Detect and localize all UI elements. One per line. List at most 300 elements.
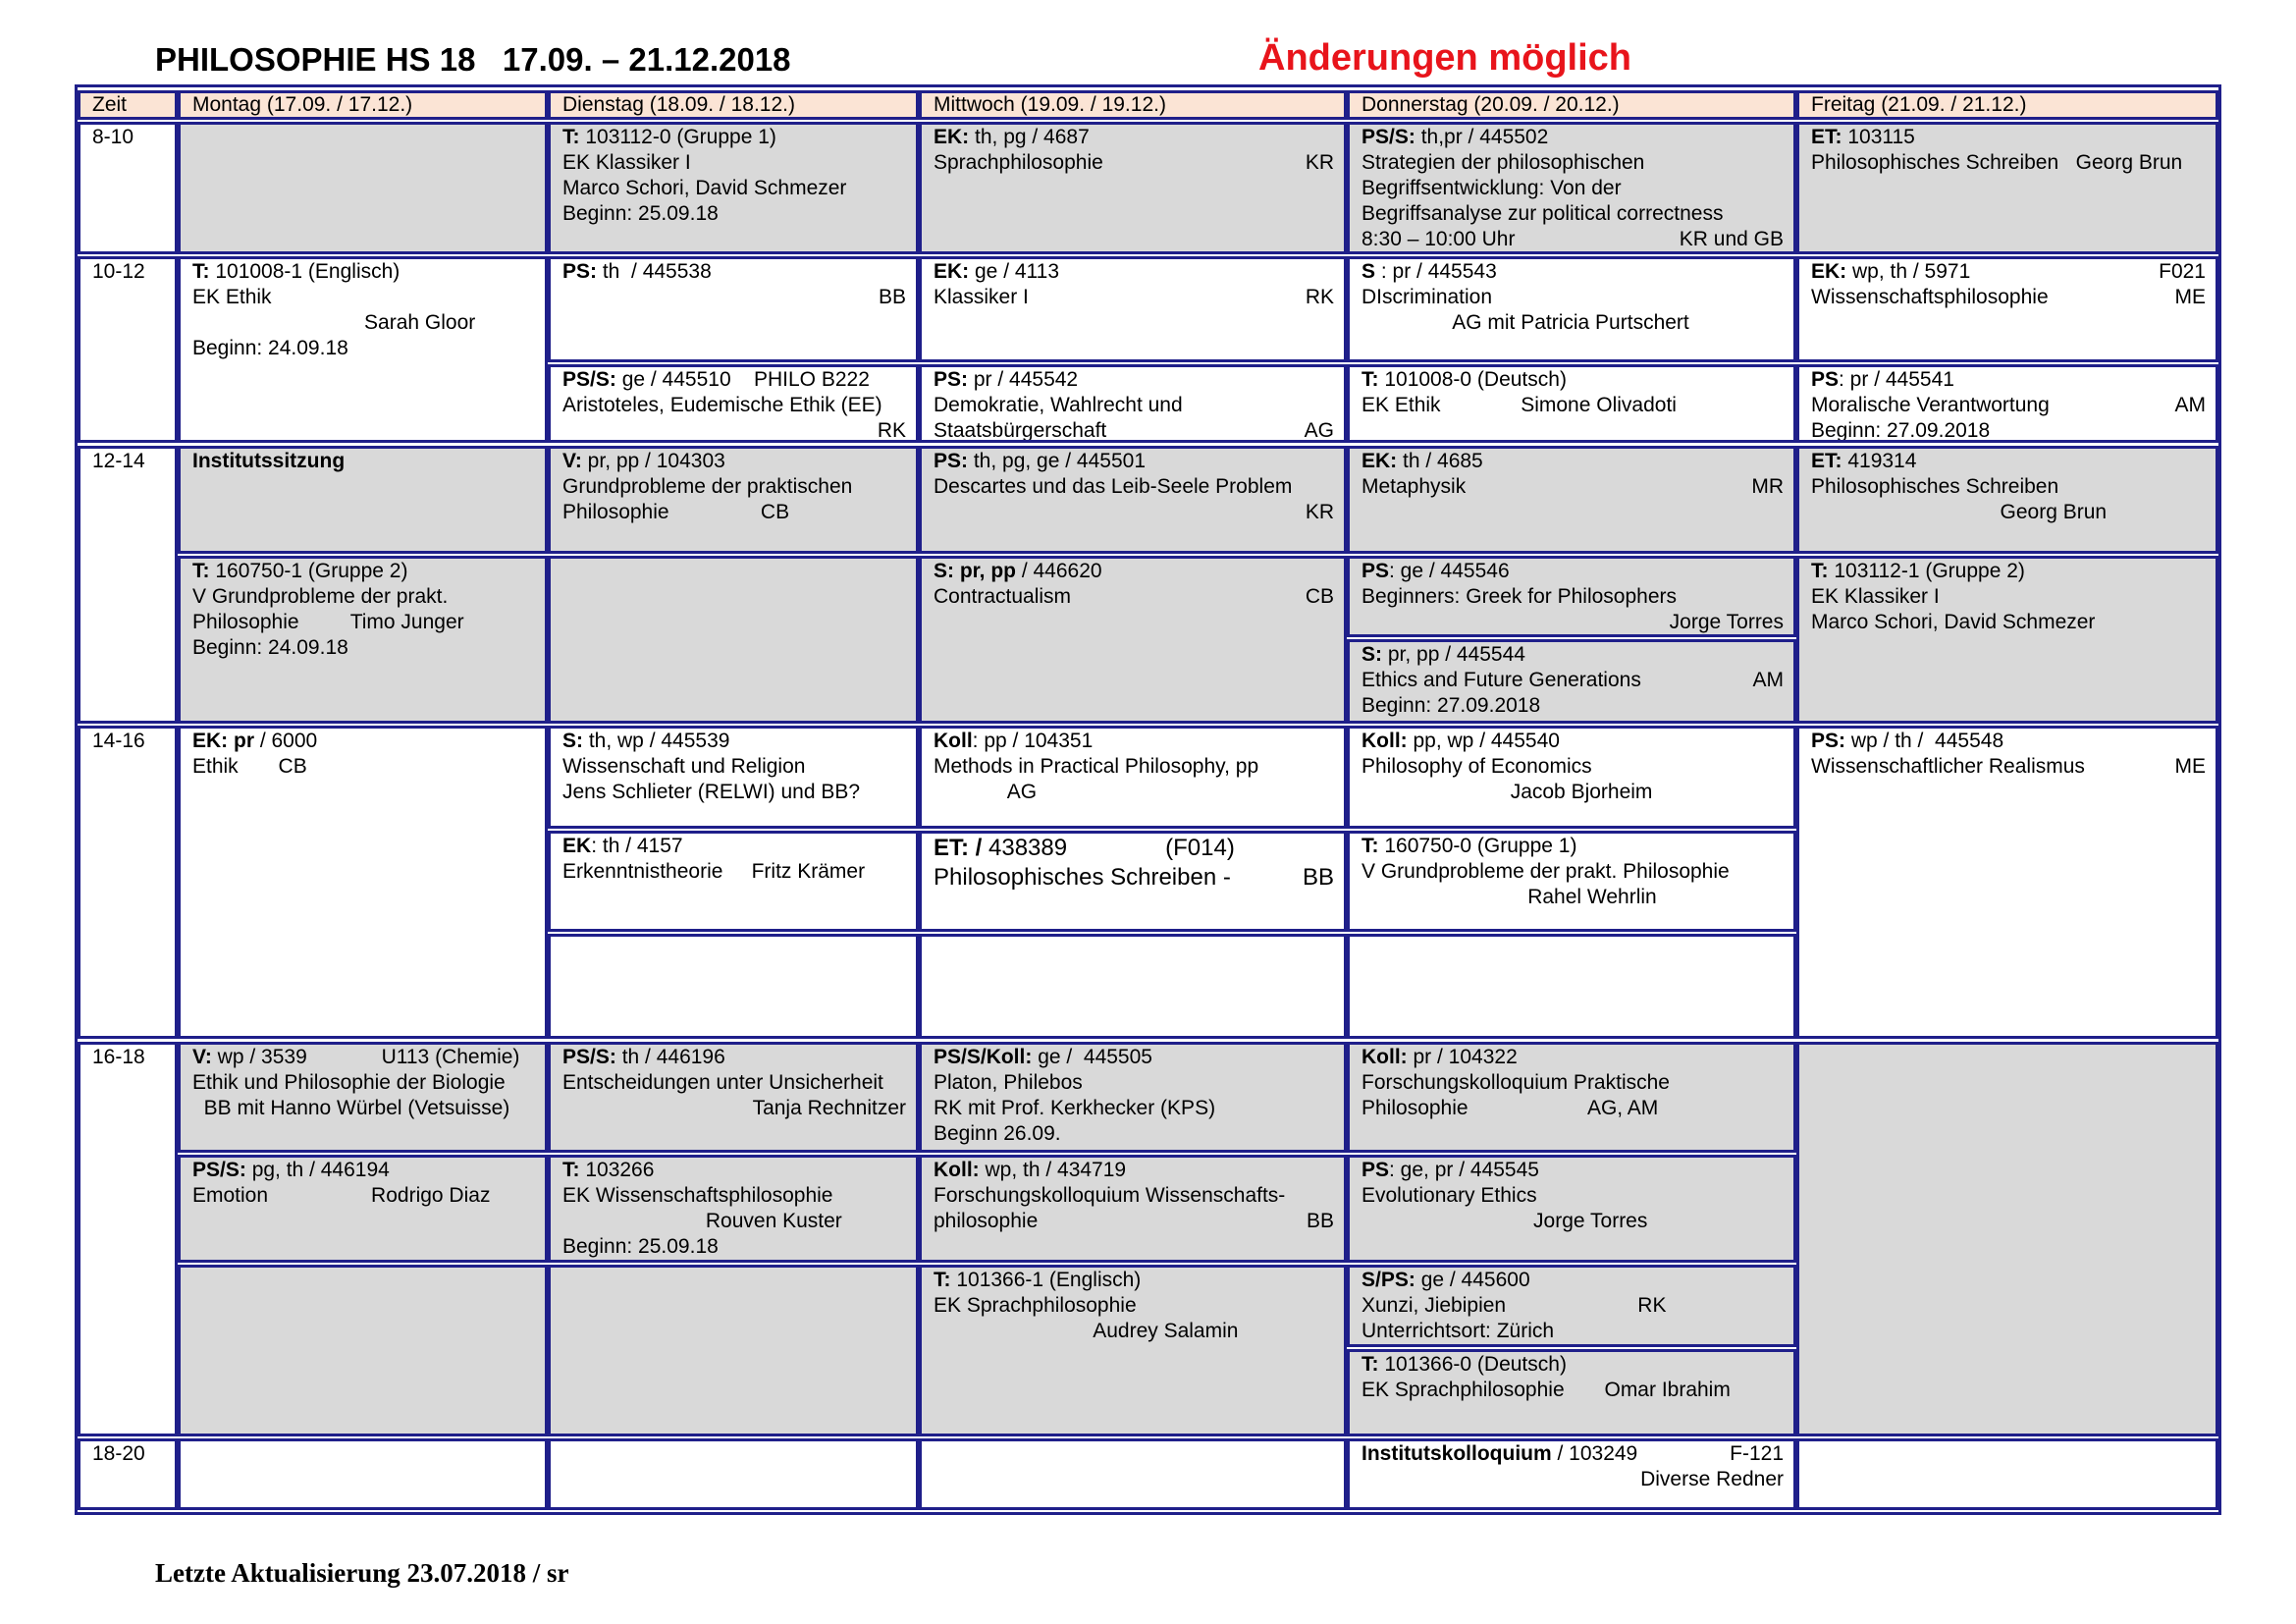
course-lecturer: Diverse Redner bbox=[1640, 1468, 1784, 1490]
course-text: Beginn: 27.09.2018 bbox=[1811, 419, 1991, 442]
course-line bbox=[934, 474, 1334, 500]
time-slot bbox=[78, 1438, 178, 1510]
course-line bbox=[1362, 1467, 1784, 1492]
course-line bbox=[934, 1183, 1334, 1209]
course-line bbox=[562, 780, 906, 805]
course-line bbox=[934, 500, 1334, 525]
course-text: Rouven Kuster bbox=[562, 1210, 842, 1232]
course-text: Platon, Philebos bbox=[934, 1071, 1083, 1094]
course-line bbox=[934, 584, 1334, 610]
course-text: EK Ethik bbox=[192, 286, 272, 308]
course-text: DIscrimination bbox=[1362, 286, 1493, 308]
course-line bbox=[934, 559, 1334, 584]
course-text: Beginn: 25.09.18 bbox=[562, 1235, 719, 1258]
course-cell-do4c bbox=[1347, 934, 1796, 1039]
course-line bbox=[1362, 285, 1784, 310]
course-text: 8:30 – 10:00 Uhr bbox=[1362, 228, 1516, 250]
course-text: ge / 445600 bbox=[1415, 1269, 1530, 1291]
course-line bbox=[192, 449, 535, 474]
course-line bbox=[1362, 610, 1784, 635]
course-type: PS/S: bbox=[562, 368, 616, 391]
course-line bbox=[562, 834, 906, 859]
course-line bbox=[1362, 393, 1784, 418]
course-type: ET: bbox=[1811, 450, 1842, 472]
course-line bbox=[934, 1070, 1334, 1096]
course-line bbox=[192, 1045, 535, 1070]
header-label: Zeit bbox=[92, 93, 128, 116]
course-line bbox=[562, 1045, 906, 1070]
header-label: Montag (17.09. / 17.12.) bbox=[192, 93, 413, 116]
header-label: Donnerstag (20.09. / 20.12.) bbox=[1362, 93, 1620, 116]
course-line bbox=[934, 125, 1334, 150]
course-cell-do1 bbox=[1347, 122, 1796, 254]
course-text: Rahel Wehrlin bbox=[1362, 886, 1657, 908]
course-line bbox=[562, 859, 906, 885]
course-line bbox=[1362, 1319, 1784, 1344]
course-line bbox=[562, 500, 906, 525]
course-lecturer: BB bbox=[878, 286, 906, 308]
course-line bbox=[562, 176, 906, 201]
course-text: Philosophie CB bbox=[562, 501, 790, 523]
course-type: T: bbox=[1811, 560, 1829, 582]
course-text: pr / 445542 bbox=[968, 368, 1079, 391]
course-text: wp, th / 434719 bbox=[979, 1159, 1127, 1181]
course-cell-mi3b bbox=[919, 556, 1347, 724]
course-line bbox=[192, 310, 535, 336]
course-cell-fr3a bbox=[1796, 446, 2218, 554]
course-cell-di2b bbox=[548, 364, 919, 443]
last-updated: Letzte Aktualisierung 23.07.2018 / sr bbox=[155, 1558, 569, 1588]
course-cell-di4b bbox=[548, 831, 919, 932]
course-cell-do4b bbox=[1347, 831, 1796, 932]
course-line bbox=[1362, 885, 1784, 910]
course-text: Audrey Salamin bbox=[934, 1320, 1239, 1342]
course-lecturer: Tanja Rechnitzer bbox=[752, 1097, 906, 1119]
course-lecturer: CB bbox=[1305, 585, 1334, 608]
header-label: Dienstag (18.09. / 18.12.) bbox=[562, 93, 795, 116]
header-day-mi bbox=[919, 90, 1347, 120]
course-text: 438389 (F014) bbox=[982, 835, 1235, 861]
course-text: Philosophisches Schreiben - bbox=[934, 864, 1231, 891]
course-cell-do6 bbox=[1347, 1438, 1796, 1510]
course-type: PS bbox=[1811, 368, 1840, 391]
course-text: EK Klassiker I bbox=[1811, 585, 1940, 608]
course-text: Marco Schori, David Schmezer bbox=[562, 177, 847, 199]
time-slot bbox=[78, 256, 178, 443]
course-cell-fr1 bbox=[1796, 122, 2218, 254]
course-line bbox=[1362, 1441, 1784, 1467]
course-line bbox=[1811, 418, 2206, 443]
course-type: S: pr, pp bbox=[934, 560, 1016, 582]
course-cell-do5d bbox=[1347, 1349, 1796, 1436]
course-cell-di4c bbox=[548, 934, 919, 1039]
course-text: : pp / 104351 bbox=[972, 730, 1094, 752]
header-day-fr bbox=[1796, 90, 2218, 120]
course-cell-do5c bbox=[1347, 1265, 1796, 1347]
course-text: ge / 445505 bbox=[1032, 1046, 1152, 1068]
course-text: : pr / 445543 bbox=[1375, 260, 1497, 283]
course-cell-mi4b bbox=[919, 831, 1347, 932]
course-cell-fr2a bbox=[1796, 256, 2218, 362]
course-text: wp, th / 5971 bbox=[1846, 260, 1971, 283]
course-cell-fr4 bbox=[1796, 726, 2218, 1039]
course-line bbox=[1362, 310, 1784, 336]
course-cell-do3a bbox=[1347, 446, 1796, 554]
course-lecturer: KR bbox=[1305, 501, 1334, 523]
course-text: Marco Schori, David Schmezer bbox=[1811, 611, 2096, 633]
course-text: Beginn: 24.09.18 bbox=[192, 337, 348, 359]
course-lecturer: Jorge Torres bbox=[1669, 611, 1784, 633]
course-text: : th / 4157 bbox=[591, 835, 683, 857]
course-line bbox=[1362, 559, 1784, 584]
course-text: Evolutionary Ethics bbox=[1362, 1184, 1537, 1207]
course-cell-mo5a bbox=[178, 1042, 548, 1153]
course-text: AG bbox=[934, 781, 1038, 803]
course-lecturer: ME bbox=[2174, 286, 2206, 308]
course-text: Forschungskolloquium Praktische bbox=[1362, 1071, 1670, 1094]
course-text: th / 4685 bbox=[1397, 450, 1483, 472]
course-lecturer: BB bbox=[1306, 1210, 1334, 1232]
course-line bbox=[1362, 150, 1784, 176]
course-text: Begriffsanalyse zur political correctness bbox=[1362, 202, 1724, 225]
course-cell-fr6 bbox=[1796, 1438, 2218, 1510]
course-cell-mi3a bbox=[919, 446, 1347, 554]
course-cell-mi5c bbox=[919, 1265, 1347, 1436]
course-text: / 446620 bbox=[1016, 560, 1102, 582]
course-type: PS: bbox=[934, 368, 969, 391]
course-cell-mi1 bbox=[919, 122, 1347, 254]
course-cell-di1 bbox=[548, 122, 919, 254]
course-text: Wissenschaftlicher Realismus bbox=[1811, 755, 2085, 778]
course-cell-mo2 bbox=[178, 256, 548, 443]
course-cell-do2a bbox=[1347, 256, 1796, 362]
course-line bbox=[1362, 1209, 1784, 1234]
course-text: Strategien der philosophischen bbox=[1362, 151, 1645, 174]
course-text: Georg Brun bbox=[1811, 501, 2108, 523]
course-type: Koll bbox=[934, 730, 973, 752]
course-line bbox=[1811, 449, 2206, 474]
course-line bbox=[1811, 474, 2206, 500]
course-cell-fr5 bbox=[1796, 1042, 2218, 1436]
course-line bbox=[1362, 1268, 1784, 1293]
course-type: V: bbox=[192, 1046, 212, 1068]
course-cell-di5b bbox=[548, 1155, 919, 1263]
course-text: Entscheidungen unter Unsicherheit bbox=[562, 1071, 883, 1094]
course-lecturer: KR bbox=[1305, 151, 1334, 174]
course-line bbox=[1811, 584, 2206, 610]
course-line bbox=[562, 1070, 906, 1096]
course-line bbox=[562, 1209, 906, 1234]
course-type: PS: bbox=[1811, 730, 1846, 752]
course-line bbox=[562, 754, 906, 780]
course-line bbox=[934, 418, 1334, 443]
course-text: Jens Schlieter (RELWI) und BB? bbox=[562, 781, 861, 803]
course-text: philosophie bbox=[934, 1210, 1039, 1232]
course-text: Philosophisches Schreiben bbox=[1811, 475, 2059, 498]
course-line bbox=[562, 474, 906, 500]
course-line bbox=[934, 1293, 1334, 1319]
course-text: Forschungskolloquium Wissenschafts- bbox=[934, 1184, 1286, 1207]
course-type: EK: bbox=[934, 260, 970, 283]
time-slot bbox=[78, 122, 178, 254]
course-cell-di3b bbox=[548, 556, 919, 724]
course-cell-mo1 bbox=[178, 122, 548, 254]
course-line bbox=[934, 1268, 1334, 1293]
course-lecturer: AG bbox=[1304, 419, 1334, 442]
course-text: EK Sprachphilosophie Omar Ibrahim bbox=[1362, 1379, 1731, 1401]
course-line bbox=[1362, 1045, 1784, 1070]
course-line bbox=[934, 1319, 1334, 1344]
course-line bbox=[192, 285, 535, 310]
course-text: wp / 3539 U113 (Chemie) bbox=[211, 1046, 520, 1068]
course-text: wp / th / 445548 bbox=[1845, 730, 2004, 752]
course-text: 101366-0 (Deutsch) bbox=[1378, 1353, 1567, 1376]
course-text: Sprachphilosophie bbox=[934, 151, 1103, 174]
course-text: th,pr / 445502 bbox=[1415, 126, 1549, 148]
course-text: Ethik CB bbox=[192, 755, 307, 778]
changes-notice: Änderungen möglich bbox=[1258, 37, 1631, 79]
course-text: Erkenntnistheorie Fritz Krämer bbox=[562, 860, 866, 883]
course-line bbox=[1362, 780, 1784, 805]
course-text: 101008-1 (Englisch) bbox=[209, 260, 400, 283]
course-type: PS/S/Koll: bbox=[934, 1046, 1033, 1068]
course-text: 160750-1 (Gruppe 2) bbox=[209, 560, 408, 582]
course-lecturer: F021 bbox=[2159, 260, 2206, 283]
course-type: S: bbox=[562, 730, 583, 752]
course-type: T: bbox=[1362, 835, 1379, 857]
course-line bbox=[192, 584, 535, 610]
course-text: Klassiker I bbox=[934, 286, 1029, 308]
course-type: EK: bbox=[1362, 450, 1398, 472]
course-text: Philosophie AG, AM bbox=[1362, 1097, 1659, 1119]
course-line bbox=[1362, 474, 1784, 500]
course-text: Beginn: 27.09.2018 bbox=[1362, 694, 1541, 717]
course-text: Ethik und Philosophie der Biologie bbox=[192, 1071, 506, 1094]
course-text: Wissenschaftsphilosophie bbox=[1811, 286, 2049, 308]
course-type: ET: bbox=[1811, 126, 1842, 148]
course-line bbox=[1362, 584, 1784, 610]
course-cell-do5b bbox=[1347, 1155, 1796, 1263]
course-text: EK Sprachphilosophie bbox=[934, 1294, 1137, 1317]
course-line bbox=[1811, 754, 2206, 780]
course-type: T: bbox=[1362, 1353, 1379, 1376]
time-label: 14-16 bbox=[92, 730, 145, 752]
course-line bbox=[1362, 1070, 1784, 1096]
course-type: PS/S: bbox=[562, 1046, 616, 1068]
course-line bbox=[562, 449, 906, 474]
course-text: Beginn: 24.09.18 bbox=[192, 636, 348, 659]
course-text: Philosophie Timo Junger bbox=[192, 611, 464, 633]
page-title: PHILOSOPHIE HS 18 17.09. – 21.12.2018 bbox=[155, 41, 791, 78]
course-line bbox=[562, 418, 906, 443]
course-line bbox=[934, 1158, 1334, 1183]
course-text: V Grundprobleme der prakt. bbox=[192, 585, 449, 608]
course-text: Staatsbürgerschaft bbox=[934, 419, 1107, 442]
course-type: Koll: bbox=[934, 1159, 980, 1181]
course-cell-di5c bbox=[548, 1265, 919, 1436]
course-text: Unterrichtsort: Zürich bbox=[1362, 1320, 1555, 1342]
course-line bbox=[934, 1209, 1334, 1234]
course-type: T: bbox=[562, 126, 580, 148]
course-text: pg, th / 446194 bbox=[245, 1159, 390, 1181]
course-line bbox=[1362, 176, 1784, 201]
course-lecturer: RK bbox=[877, 419, 906, 442]
course-text: th, pg, ge / 445501 bbox=[968, 450, 1146, 472]
course-type: S: bbox=[1362, 643, 1382, 666]
course-line bbox=[1362, 1293, 1784, 1319]
course-text: ge / 4113 bbox=[969, 260, 1060, 283]
course-text: RK mit Prof. Kerkhecker (KPS) bbox=[934, 1097, 1216, 1119]
course-text: pr, pp / 445544 bbox=[1382, 643, 1525, 666]
course-line bbox=[192, 610, 535, 635]
course-type: Koll: bbox=[1362, 1046, 1408, 1068]
course-type: EK: bbox=[934, 126, 970, 148]
time-label: 12-14 bbox=[92, 450, 145, 472]
course-text: Beginn 26.09. bbox=[934, 1122, 1061, 1145]
course-line bbox=[1362, 1352, 1784, 1378]
course-line bbox=[1811, 610, 2206, 635]
course-line bbox=[1811, 150, 2206, 176]
course-line bbox=[192, 259, 535, 285]
course-type: T: bbox=[192, 560, 210, 582]
course-line bbox=[934, 780, 1334, 805]
course-cell-fr2b bbox=[1796, 364, 2218, 443]
course-line bbox=[1362, 754, 1784, 780]
course-line bbox=[562, 1158, 906, 1183]
course-cell-di6 bbox=[548, 1438, 919, 1510]
course-line bbox=[192, 1096, 535, 1121]
course-type: Institutskolloquium bbox=[1362, 1442, 1552, 1465]
course-type: S bbox=[1362, 260, 1376, 283]
course-line bbox=[934, 393, 1334, 418]
course-text: Beginners: Greek for Philosophers bbox=[1362, 585, 1677, 608]
course-text: V Grundprobleme der prakt. Philosophie bbox=[1362, 860, 1730, 883]
course-line bbox=[1362, 125, 1784, 150]
course-line bbox=[1811, 125, 2206, 150]
course-text: Moralische Verantwortung bbox=[1811, 394, 2050, 416]
course-cell-mo4 bbox=[178, 726, 548, 1039]
course-line bbox=[1811, 285, 2206, 310]
time-label: 18-20 bbox=[92, 1442, 145, 1465]
course-cell-mi6 bbox=[919, 1438, 1347, 1510]
course-cell-mi2a bbox=[919, 256, 1347, 362]
course-line bbox=[192, 754, 535, 780]
course-cell-do5a bbox=[1347, 1042, 1796, 1153]
header-day-do bbox=[1347, 90, 1796, 120]
course-line bbox=[934, 449, 1334, 474]
course-lecturer: RK bbox=[1305, 286, 1334, 308]
course-text: BB mit Hanno Würbel (Vetsuisse) bbox=[192, 1097, 510, 1119]
course-text: Jorge Torres bbox=[1362, 1210, 1648, 1232]
header-day-di bbox=[548, 90, 919, 120]
course-text: Grundprobleme der praktischen bbox=[562, 475, 853, 498]
course-cell-mi4a bbox=[919, 726, 1347, 829]
course-type: T: bbox=[1362, 368, 1379, 391]
course-line bbox=[562, 1096, 906, 1121]
course-text: : ge, pr / 445545 bbox=[1389, 1159, 1539, 1181]
course-line bbox=[934, 259, 1334, 285]
course-line bbox=[562, 201, 906, 227]
course-line bbox=[934, 834, 1334, 863]
course-cell-mo6 bbox=[178, 1438, 548, 1510]
course-line bbox=[934, 754, 1334, 780]
course-line bbox=[1362, 693, 1784, 719]
course-line bbox=[934, 150, 1334, 176]
course-text: Demokratie, Wahlrecht und bbox=[934, 394, 1183, 416]
course-line bbox=[1362, 201, 1784, 227]
course-type: T: bbox=[192, 260, 210, 283]
course-cell-di5a bbox=[548, 1042, 919, 1153]
course-type: PS: bbox=[934, 450, 969, 472]
course-text: Methods in Practical Philosophy, pp bbox=[934, 755, 1259, 778]
course-cell-mo5c bbox=[178, 1265, 548, 1436]
course-line bbox=[562, 729, 906, 754]
course-text: 160750-0 (Gruppe 1) bbox=[1378, 835, 1577, 857]
course-line bbox=[562, 285, 906, 310]
course-line bbox=[192, 729, 535, 754]
course-text: : pr / 445541 bbox=[1839, 368, 1954, 391]
course-text: th, wp / 445539 bbox=[583, 730, 730, 752]
course-line bbox=[562, 259, 906, 285]
course-cell-di4a bbox=[548, 726, 919, 829]
course-text: Philosophy of Economics bbox=[1362, 755, 1592, 778]
course-line bbox=[1362, 227, 1784, 252]
course-cell-mo3a bbox=[178, 446, 548, 554]
course-lecturer: AM bbox=[2174, 394, 2206, 416]
course-type: PS/S: bbox=[1362, 126, 1415, 148]
course-type: V: bbox=[562, 450, 582, 472]
course-type: EK: pr bbox=[192, 730, 254, 752]
course-cell-do3c bbox=[1347, 639, 1796, 724]
course-line bbox=[192, 635, 535, 661]
course-lecturer: MR bbox=[1751, 475, 1784, 498]
course-text: th, pg / 4687 bbox=[969, 126, 1090, 148]
course-text: Contractualism bbox=[934, 585, 1072, 608]
course-line bbox=[1362, 1183, 1784, 1209]
course-line bbox=[1362, 668, 1784, 693]
course-text: th / 445538 bbox=[597, 260, 712, 283]
course-type: T: bbox=[934, 1269, 951, 1291]
course-line bbox=[1811, 393, 2206, 418]
course-type: PS bbox=[1362, 1159, 1390, 1181]
course-text: / 6000 bbox=[254, 730, 318, 752]
course-cell-mi5b bbox=[919, 1155, 1347, 1263]
course-text: Descartes und das Leib-Seele Problem bbox=[934, 475, 1293, 498]
course-text: / 103249 bbox=[1551, 1442, 1638, 1465]
course-cell-mo3b bbox=[178, 556, 548, 724]
course-text: Aristoteles, Eudemische Ethik (EE) bbox=[562, 394, 882, 416]
course-type: T: bbox=[562, 1159, 580, 1181]
course-line bbox=[192, 1070, 535, 1096]
course-line bbox=[562, 150, 906, 176]
course-lecturer: F-121 bbox=[1730, 1442, 1784, 1465]
course-cell-di2a bbox=[548, 256, 919, 362]
course-line bbox=[1811, 500, 2206, 525]
course-text: pr / 104322 bbox=[1407, 1046, 1518, 1068]
course-line bbox=[1362, 729, 1784, 754]
course-line bbox=[934, 1121, 1334, 1147]
course-text: EK Ethik Simone Olivadoti bbox=[1362, 394, 1677, 416]
course-text: Xunzi, Jiebipien RK bbox=[1362, 1294, 1667, 1317]
course-type: PS: bbox=[562, 260, 598, 283]
course-line bbox=[1362, 1158, 1784, 1183]
time-label: 16-18 bbox=[92, 1046, 145, 1068]
course-line bbox=[562, 1234, 906, 1260]
course-line bbox=[1362, 859, 1784, 885]
course-text: Begriffsentwicklung: Von der bbox=[1362, 177, 1622, 199]
course-cell-do2b bbox=[1347, 364, 1796, 443]
course-type: ET: / bbox=[934, 835, 983, 861]
